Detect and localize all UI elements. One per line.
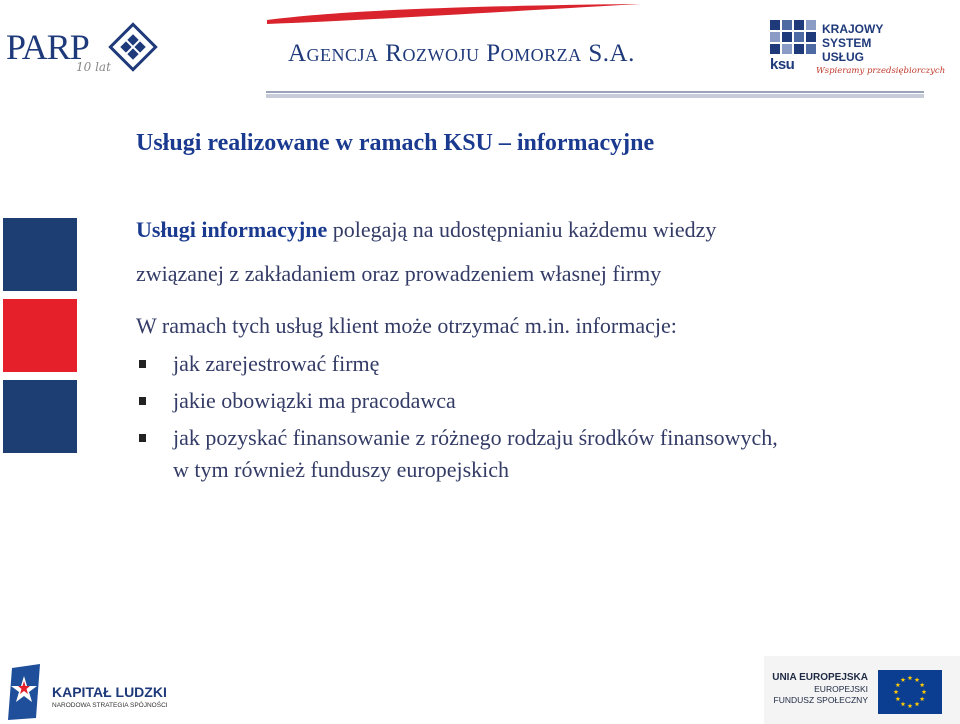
slide-title: Usługi realizowane w ramach KSU – informacyjne — [136, 130, 655, 156]
intro-line-2: związanej z zakładaniem oraz prowadzeniem własnej firmy — [136, 261, 662, 286]
slide-header — [0, 0, 960, 104]
ksu-logo-line: SYSTEM — [822, 36, 872, 50]
parp-logo-tagline: 10 lat — [76, 60, 111, 74]
list-item — [136, 348, 946, 380]
list-item-text: jak zarejestrować firmę — [173, 351, 380, 376]
kapital-ludzki-logo — [6, 664, 176, 720]
eu-fund-line: FUNDUSZ SPOŁECZNY — [773, 695, 868, 705]
ksu-logo-text — [822, 22, 883, 64]
eu-fund-line: EUROPEJSKI — [814, 684, 868, 694]
intro-line-1 — [136, 208, 946, 252]
eu-logo-block — [764, 656, 960, 724]
ksu-logo-motto: Wspieramy przedsiębiorczych — [816, 66, 946, 76]
header-rule — [266, 91, 924, 98]
parp-logo-word: PARP — [6, 27, 89, 67]
ksu-logo-line: KRAJOWY — [822, 22, 884, 36]
eu-logo-text — [772, 672, 868, 706]
slide-footer — [0, 648, 960, 724]
ksu-logo-line: USŁUG — [822, 50, 864, 64]
agency-title: Agencja Rozwoju Pomorza S.A. — [288, 40, 635, 67]
kapital-ludzki-name: KAPITAŁ LUDZKI — [52, 684, 167, 700]
ksu-square-grid-icon — [770, 20, 816, 56]
side-block-blue-top — [3, 218, 77, 291]
list-item — [136, 422, 946, 486]
ksu-logo — [770, 16, 946, 86]
kapital-ludzki-star-icon — [6, 664, 46, 720]
list-item-text: jak pozyskać finansowanie z różnego rodzaju środków finansowych, — [173, 425, 778, 450]
info-bullet-list — [136, 348, 946, 486]
parp-logo — [6, 16, 166, 82]
ksu-logo-badge: ksu — [770, 56, 795, 73]
eu-flag-icon — [878, 670, 942, 714]
intro-line-1-rest: polegają na udostępnianiu każdemu wiedzy — [327, 217, 717, 242]
side-block-blue-bottom — [3, 380, 77, 453]
square-bullet-icon — [139, 397, 146, 405]
header-swoosh — [265, 2, 645, 28]
side-decor-blocks — [3, 218, 77, 461]
lead-sentence: W ramach tych usług klient może otrzymać m.in. informacje: — [136, 313, 677, 338]
square-bullet-icon — [139, 360, 146, 368]
list-item — [136, 385, 946, 417]
list-item-text: jakie obowiązki ma pracodawca — [173, 388, 456, 413]
slide-content — [136, 208, 946, 491]
eu-main-label: UNIA EUROPEJSKA — [772, 672, 868, 683]
list-item-text-continued: w tym również funduszy europejskich — [173, 457, 510, 482]
square-bullet-icon — [139, 434, 146, 442]
intro-bold-term: Usługi informacyjne — [136, 217, 328, 242]
kapital-ludzki-subtitle: NARODOWA STRATEGIA SPÓJNOŚCI — [52, 702, 168, 709]
parp-diamond-mark-icon — [102, 16, 164, 78]
side-block-red — [3, 299, 77, 372]
